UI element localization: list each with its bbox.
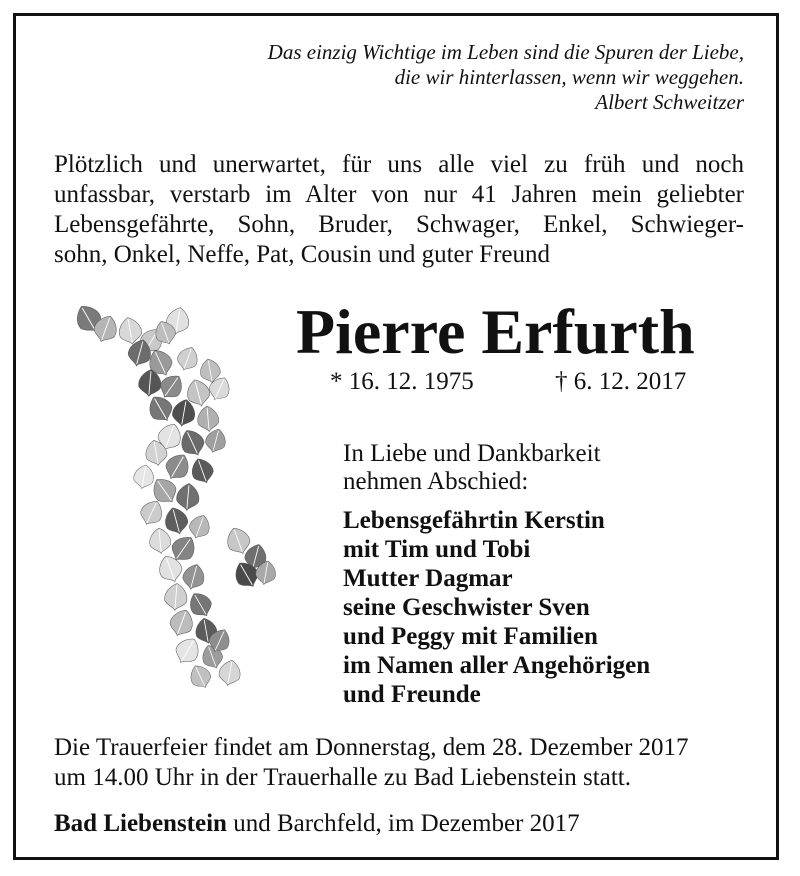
- mourner-line: und Peggy mit Familien: [343, 623, 598, 650]
- mourner-line: im Namen aller Angehörigen: [343, 652, 651, 679]
- place-rest: und Barchfeld, im Dezember 2017: [226, 810, 580, 837]
- funeral-service-text: [54, 733, 689, 793]
- intro-line: Plötzlich und unerwartet, für uns alle viel zu früh und noch: [54, 151, 744, 178]
- mourner-line: seine Geschwister Sven: [343, 594, 590, 621]
- quote-author: Albert Schweitzer: [595, 90, 744, 114]
- farewell-line: In Liebe und Dankbarkeit: [343, 440, 601, 467]
- place-name: Bad Liebenstein: [54, 810, 227, 837]
- mourners-list: [343, 506, 650, 709]
- deceased-name: Pierre Erfurth: [296, 296, 695, 367]
- service-line: Die Trauerfeier findet am Donnerstag, dem 28. Dezember 2017: [54, 734, 689, 761]
- service-line: um 14.00 Uhr in der Trauerhalle zu Bad Liebenstein statt.: [54, 764, 631, 791]
- quote-block: [268, 40, 744, 115]
- birth-date: * 16. 12. 1975: [330, 368, 474, 395]
- intro-line: unfassbar, verstarb im Alter von nur 41 Jahren mein geliebter: [54, 181, 744, 208]
- farewell-line: nehmen Abschied:: [343, 468, 529, 495]
- quote-line: Das einzig Wichtige im Leben sind die Spuren der Liebe,: [267, 40, 744, 64]
- mourner-line: und Freunde: [343, 681, 481, 708]
- death-date: † 6. 12. 2017: [555, 368, 687, 395]
- mourner-line: Mutter Dagmar: [343, 565, 513, 592]
- mourner-line: Lebensgefährtin Kerstin: [343, 507, 605, 534]
- place-and-date: [54, 810, 580, 838]
- mourner-line: mit Tim und Tobi: [343, 536, 531, 563]
- intro-line: Lebensgefährte, Sohn, Bruder, Schwager, Enkel, Schwieger-: [54, 211, 744, 238]
- intro-line: sohn, Onkel, Neffe, Pat, Cousin und guter Freund: [54, 241, 551, 268]
- ivy-leaves-icon: [60, 300, 290, 700]
- intro-text: [54, 150, 744, 270]
- farewell-text: [343, 440, 601, 496]
- quote-line: die wir hinterlassen, wenn wir weggehen.: [394, 65, 744, 89]
